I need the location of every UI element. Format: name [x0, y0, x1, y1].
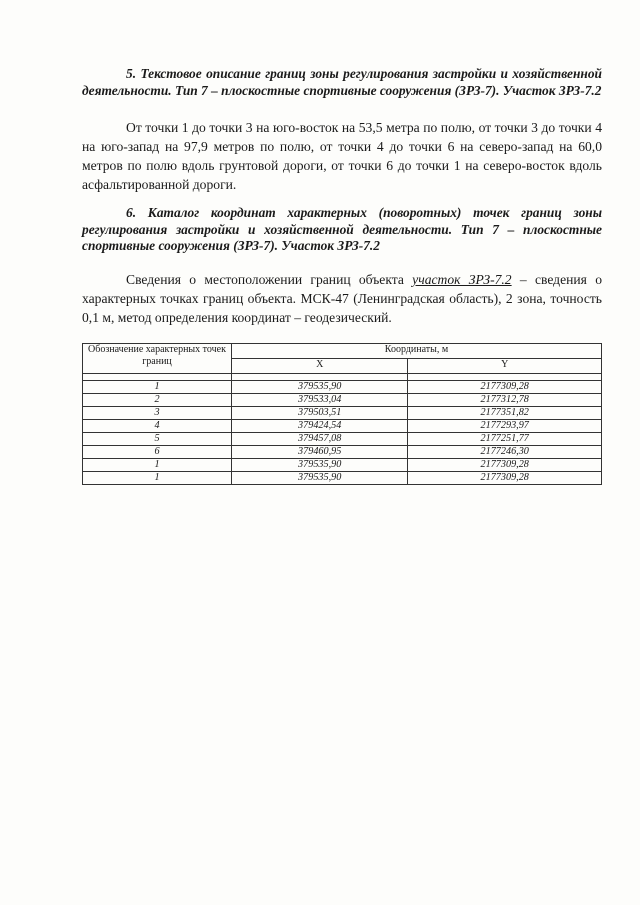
coordinates-table [82, 343, 602, 485]
point-cell: 1 [83, 381, 232, 394]
point-cell: 5 [83, 433, 232, 446]
table-row [83, 394, 602, 407]
point-cell: 6 [83, 446, 232, 459]
section-6-heading: 6. Каталог координат характерных (поворотных) точек границ зоны регулирования застройки и хозяйственной деятельности. Тип 7 – плоскостные спортивные сооружения (ЗРЗ-7). Участок ЗРЗ-7.2 [82, 205, 602, 253]
table-row [83, 420, 602, 433]
table-body [83, 381, 602, 485]
x-cell: 379460,95 [232, 446, 408, 459]
y-cell: 2177312,78 [408, 394, 602, 407]
point-cell: 1 [83, 459, 232, 472]
y-cell: 2177309,28 [408, 472, 602, 485]
header-coordinates: Координаты, м [232, 344, 602, 359]
point-cell: 4 [83, 420, 232, 433]
point-cell: 2 [83, 394, 232, 407]
x-cell: 379535,90 [232, 381, 408, 394]
intro-text-after: – сведения о характерных точках границ объекта. МСК-47 (Ленинградская область), 2 зона, точность 0,1 м, метод определения координат – геодезический. [82, 272, 602, 325]
x-cell: 379424,54 [232, 420, 408, 433]
x-cell: 379535,90 [232, 472, 408, 485]
section-5-body: От точки 1 до точки 3 на юго-восток на 53,5 метра по полю, от точки 3 до точки 4 на юго-запад на 97,9 метров по полю, от точки 4 до точки 6 на северо-запад на 60,0 метров по полю вдоль грунтовой дороги, от точки 6 до точки 1 на северо-восток вдоль асфальтированной дороги. [82, 120, 602, 192]
section-6-intro [82, 270, 602, 327]
x-cell: 379533,04 [232, 394, 408, 407]
header-point-name: Обозначение характерных точек границ [83, 344, 232, 374]
y-cell: 2177309,28 [408, 459, 602, 472]
y-cell: 2177351,82 [408, 407, 602, 420]
x-cell: 379457,08 [232, 433, 408, 446]
table-header [83, 344, 602, 381]
y-cell: 2177251,77 [408, 433, 602, 446]
header-y: Y [408, 359, 602, 374]
y-cell: 2177246,30 [408, 446, 602, 459]
table-row [83, 433, 602, 446]
table-row [83, 381, 602, 394]
point-cell: 3 [83, 407, 232, 420]
table-row [83, 459, 602, 472]
header-x: X [232, 359, 408, 374]
x-cell: 379503,51 [232, 407, 408, 420]
y-cell: 2177309,28 [408, 381, 602, 394]
table-row [83, 407, 602, 420]
object-link: участок ЗРЗ-7.2 [412, 272, 512, 287]
table-row [83, 446, 602, 459]
section-5-heading: 5. Текстовое описание границ зоны регулирования застройки и хозяйственной деятельности. Тип 7 – плоскостные спортивные сооружения (ЗРЗ-7). Участок ЗРЗ-7.2 [82, 66, 602, 98]
table-row [83, 472, 602, 485]
y-cell: 2177293,97 [408, 420, 602, 433]
header-spacer-row [83, 374, 602, 381]
intro-text-before: Сведения о местоположении границ объекта [126, 272, 413, 287]
point-cell: 1 [83, 472, 232, 485]
x-cell: 379535,90 [232, 459, 408, 472]
